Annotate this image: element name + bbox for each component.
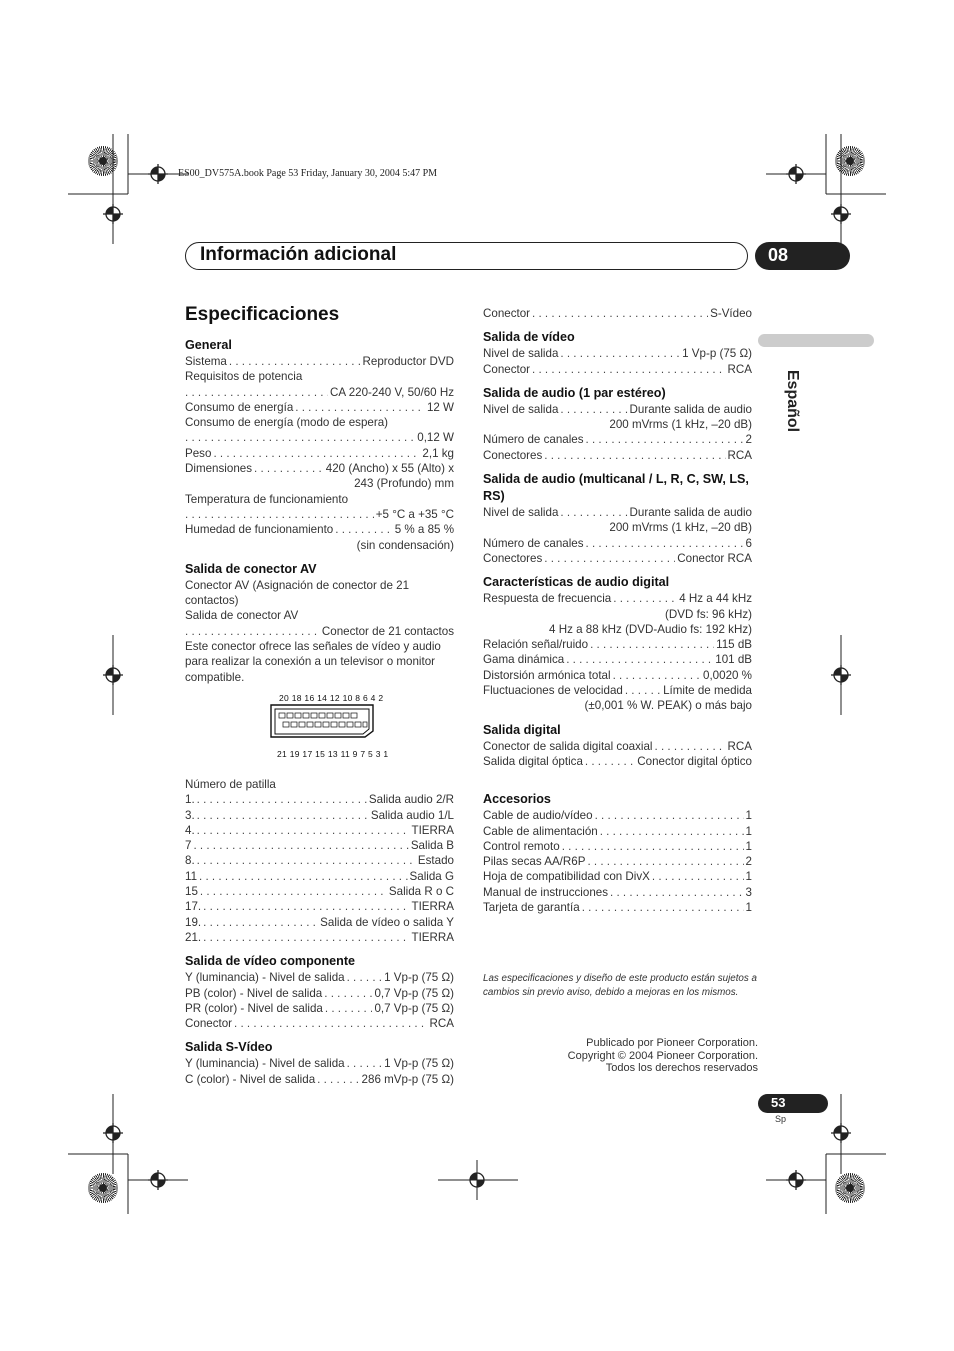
section-title: Información adicional <box>200 244 397 265</box>
spec-label: Nivel de salida <box>483 347 559 361</box>
list-item-value: 3 <box>745 885 752 899</box>
list-item-value: Salida de vídeo o salida Y <box>320 915 454 929</box>
spec-value: RCA <box>429 1017 454 1031</box>
heading-svideo: Salida S-Vídeo <box>185 1040 273 1055</box>
spec-label: Peso <box>185 446 212 460</box>
spec-row <box>483 306 752 321</box>
scart-diagram <box>185 691 454 773</box>
list-item <box>185 884 454 899</box>
list-item-label: Pilas secas AA/R6P <box>483 855 586 869</box>
spec-row <box>483 739 752 754</box>
spec-label: Respuesta de frecuencia <box>483 592 612 606</box>
spec-row <box>483 754 752 769</box>
list-item-label: 7 <box>185 839 192 853</box>
chapter-number: 08 <box>768 245 789 265</box>
spec-value: RCA <box>727 739 752 753</box>
heading-av: Salida de conector AV <box>185 561 317 576</box>
spec-value: 6 <box>745 536 752 550</box>
list-item-value: Salida audio 1/L <box>370 808 454 822</box>
av-description: Este conector ofrece las señales de vídeo y audio para realizar la conexión a un televisor o monitor compatible. <box>185 640 441 684</box>
list-item-label: 3. <box>185 808 195 822</box>
spec-row <box>185 385 454 400</box>
spec-value: Límite de medida <box>663 684 752 698</box>
heading-audio-stereo: Salida de audio (1 par estéreo) <box>483 385 666 400</box>
spec-row <box>483 346 752 361</box>
list-item <box>185 792 454 807</box>
spec-label: Conector AV (Asignación de conector de 21 contactos) <box>185 578 410 608</box>
list-item-value: Salida G <box>409 869 454 883</box>
heading-audio-multi: Salida de audio (multicanal / L, R, C, SW, LS, RS) <box>483 472 749 504</box>
list-item-label: Hoja de compatibilidad con DivX <box>483 870 650 884</box>
heading-digital-chars: Características de audio digital <box>483 575 670 590</box>
list-item-label: 11 <box>185 869 198 883</box>
spec-value: 1 Vp-p (75 Ω) <box>682 347 752 361</box>
spec-continuation: 4 Hz a 88 kHz (DVD-Audio fs: 192 kHz) <box>549 622 752 636</box>
list-item-label: 21. <box>185 930 202 944</box>
spec-value: Durante salida de audio <box>629 506 752 520</box>
spec-row <box>483 362 752 377</box>
spec-row <box>185 986 454 1001</box>
accessories-list <box>483 808 752 915</box>
list-item <box>185 930 454 945</box>
spec-value: CA 220-240 V, 50/60 Hz <box>330 385 454 399</box>
language-tab-bar <box>758 334 874 347</box>
spec-row <box>185 430 454 445</box>
list-item-label: 17. <box>185 900 202 914</box>
list-item-value: 2 <box>745 855 752 869</box>
list-item <box>483 854 752 869</box>
list-item-value: 1 <box>745 901 752 915</box>
spec-row <box>483 637 752 652</box>
spec-value: Conector RCA <box>677 551 752 565</box>
page-language-code: Sp <box>775 1114 787 1124</box>
list-item <box>185 869 454 884</box>
page-number: 53 <box>771 1095 786 1110</box>
spec-label: C (color) - Nivel de salida <box>185 1072 316 1086</box>
spec-row <box>185 507 454 522</box>
spec-label: Y (luminancia) - Nivel de salida <box>185 971 345 985</box>
spec-label: Relación señal/ruido <box>483 638 589 652</box>
spec-row <box>185 1001 454 1016</box>
spec-row <box>483 448 752 463</box>
column-left <box>185 303 454 1087</box>
spec-value: 4 Hz a 44 kHz <box>679 592 752 606</box>
spec-row <box>185 400 454 415</box>
scart-connector-illustration <box>269 703 375 739</box>
list-item-value: Salida audio 2/R <box>368 793 454 807</box>
spec-row <box>483 432 752 447</box>
spec-label: Distorsión armónica total <box>483 668 611 682</box>
list-item <box>185 808 454 823</box>
spec-label: Nivel de salida <box>483 402 559 416</box>
spec-row <box>185 354 454 369</box>
spec-continuation: (±0,001 % W. PEAK) o más bajo <box>584 699 752 713</box>
list-item-label: Manual de instrucciones <box>483 885 609 899</box>
spec-label: Y (luminancia) - Nivel de salida <box>185 1057 345 1071</box>
spec-label: Conector <box>483 362 531 376</box>
spec-label: Conector de salida digital coaxial <box>483 739 653 753</box>
heading-salida-digital: Salida digital <box>483 722 561 737</box>
spec-row <box>483 505 752 520</box>
page-title: Especificaciones <box>185 304 340 325</box>
spec-value: 2,1 kg <box>422 446 454 460</box>
spec-label: Consumo de energía <box>185 400 294 414</box>
spec-value: Durante salida de audio <box>629 402 752 416</box>
spec-value: 0,7 Vp-p (75 Ω) <box>374 1001 454 1015</box>
publisher-line: Publicado por Pioneer Corporation. <box>586 1037 758 1049</box>
spec-continuation: 243 (Profundo) mm <box>354 477 454 491</box>
spec-value: 286 mVp-p (75 Ω) <box>361 1072 454 1086</box>
list-item-value: TIERRA <box>411 823 454 837</box>
spec-value: RCA <box>727 448 752 462</box>
scart-pins-top: 20 18 16 14 12 10 8 6 4 2 <box>279 692 384 703</box>
list-item <box>185 823 454 838</box>
list-item <box>483 869 752 884</box>
spec-value: RCA <box>727 362 752 376</box>
copyright-line: Copyright © 2004 Pioneer Corporation. <box>567 1049 758 1062</box>
spec-value: 1 Vp-p (75 Ω) <box>384 1057 454 1071</box>
spec-label: PB (color) - Nivel de salida <box>185 986 323 1000</box>
spec-row <box>483 551 752 566</box>
list-item-label: 19. <box>185 915 202 929</box>
list-item-label: 1. <box>185 793 195 807</box>
spec-label: Conector <box>483 307 531 320</box>
list-item-label: Control remoto <box>483 839 560 853</box>
spec-value: Reproductor DVD <box>362 355 454 368</box>
list-item-value: Salida R o C <box>388 885 454 899</box>
spec-value: 0,7 Vp-p (75 Ω) <box>374 986 454 1000</box>
spec-row <box>185 522 454 537</box>
list-item-value: 1 <box>745 839 752 853</box>
spec-value: 1 Vp-p (75 Ω) <box>384 971 454 985</box>
spec-continuation: (sin condensación) <box>356 538 454 552</box>
list-item <box>185 838 454 853</box>
spec-label: Conectores <box>483 448 543 462</box>
spec-label: Requisitos de potencia <box>185 370 303 384</box>
list-item <box>483 808 752 823</box>
spec-value: 5 % a 85 % <box>394 523 454 537</box>
spec-label: Salida digital óptica <box>483 754 583 768</box>
spec-continuation: (DVD fs: 96 kHz) <box>665 607 752 621</box>
spec-row <box>483 668 752 683</box>
heading-video: Salida de vídeo <box>483 330 575 345</box>
spec-row <box>185 446 454 461</box>
spec-label: Número de canales <box>483 536 584 550</box>
page-number-badge <box>758 1094 828 1113</box>
spec-row <box>185 624 454 639</box>
publisher-block <box>530 1037 758 1075</box>
spec-row <box>185 461 454 476</box>
list-item <box>483 900 752 915</box>
spec-row <box>185 970 454 985</box>
list-item-label: 8. <box>185 854 195 868</box>
list-item-label: Cable de alimentación <box>483 824 598 838</box>
spec-row <box>185 1056 454 1071</box>
list-item <box>483 839 752 854</box>
spec-value: 2 <box>745 433 752 447</box>
list-item-value: 1 <box>745 809 752 823</box>
scart-pins-bottom: 21 19 17 15 13 11 9 7 5 3 1 <box>277 748 389 759</box>
list-item <box>483 885 752 900</box>
spec-value: S-Vídeo <box>710 307 752 320</box>
heading-general: General <box>185 338 232 352</box>
list-item <box>483 824 752 839</box>
pin-list <box>185 792 454 945</box>
spec-label: Fluctuaciones de velocidad <box>483 684 623 698</box>
spec-value: 115 dB <box>716 638 752 652</box>
spec-label: Salida de conector AV <box>185 609 299 623</box>
spec-row <box>483 683 752 698</box>
spec-label: Temperatura de funcionamiento <box>185 492 349 506</box>
spec-continuation: 200 mVrms (1 kHz, –20 dB) <box>609 521 752 535</box>
spec-value: +5 °C a +35 °C <box>375 507 454 521</box>
spec-row <box>483 591 752 606</box>
spec-row <box>483 536 752 551</box>
spec-row <box>483 402 752 417</box>
list-item-value: Estado <box>417 854 454 868</box>
spec-label: Consumo de energía (modo de espera) <box>185 416 389 430</box>
spec-label: Nivel de salida <box>483 506 559 520</box>
rights-line: Todos los derechos reservados <box>605 1062 758 1074</box>
pin-heading: Número de patilla <box>185 777 276 791</box>
list-item-value: TIERRA <box>411 900 454 914</box>
list-item-label: 15 <box>185 885 198 899</box>
list-item-value: Salida B <box>410 839 454 853</box>
list-item-value: 1 <box>745 870 752 884</box>
spec-row <box>483 652 752 667</box>
column-right <box>483 306 752 915</box>
list-item <box>185 853 454 868</box>
spec-label: Humedad de funcionamiento <box>185 523 334 537</box>
spec-label: Gama dinámica <box>483 653 565 667</box>
book-file-line: ES00_DV575A.book Page 53 Friday, January 30, 2004 5:47 PM <box>178 168 438 179</box>
spec-label: Conectores <box>483 551 543 565</box>
heading-accesorios: Accesorios <box>483 792 551 807</box>
list-item-label: Tarjeta de garantía <box>483 901 580 915</box>
spec-value: 0,12 W <box>417 431 454 445</box>
spec-value: 12 W <box>426 400 454 414</box>
spec-value: 101 dB <box>715 653 752 667</box>
spec-value: 420 (Ancho) x 55 (Alto) x <box>325 462 454 476</box>
spec-value: Conector digital óptico <box>637 754 752 768</box>
list-item <box>185 915 454 930</box>
spec-row <box>185 1016 454 1031</box>
spec-continuation: 200 mVrms (1 kHz, –20 dB) <box>609 418 752 432</box>
list-item-label: 4. <box>185 823 195 837</box>
spec-value: Conector de 21 contactos <box>321 624 454 638</box>
spec-label: PR (color) - Nivel de salida <box>185 1001 323 1015</box>
disclaimer-note: Las especificaciones y diseño de este producto están sujetos a cambios sin previo aviso, debido a mejoras en los mismos. <box>483 973 757 998</box>
list-item-value: 1 <box>745 824 752 838</box>
spec-label: Dimensiones <box>185 462 253 476</box>
heading-componente: Salida de vídeo componente <box>185 954 356 969</box>
spec-row <box>185 1072 454 1087</box>
language-tab-label: Español <box>784 369 801 433</box>
list-item <box>185 899 454 914</box>
spec-label: Número de canales <box>483 433 584 447</box>
spec-label: Sistema <box>185 355 227 368</box>
list-item-value: TIERRA <box>411 930 454 944</box>
spec-value: 0,0020 % <box>703 668 752 682</box>
spec-label: Conector <box>185 1017 233 1031</box>
list-item-label: Cable de audio/vídeo <box>483 809 593 823</box>
